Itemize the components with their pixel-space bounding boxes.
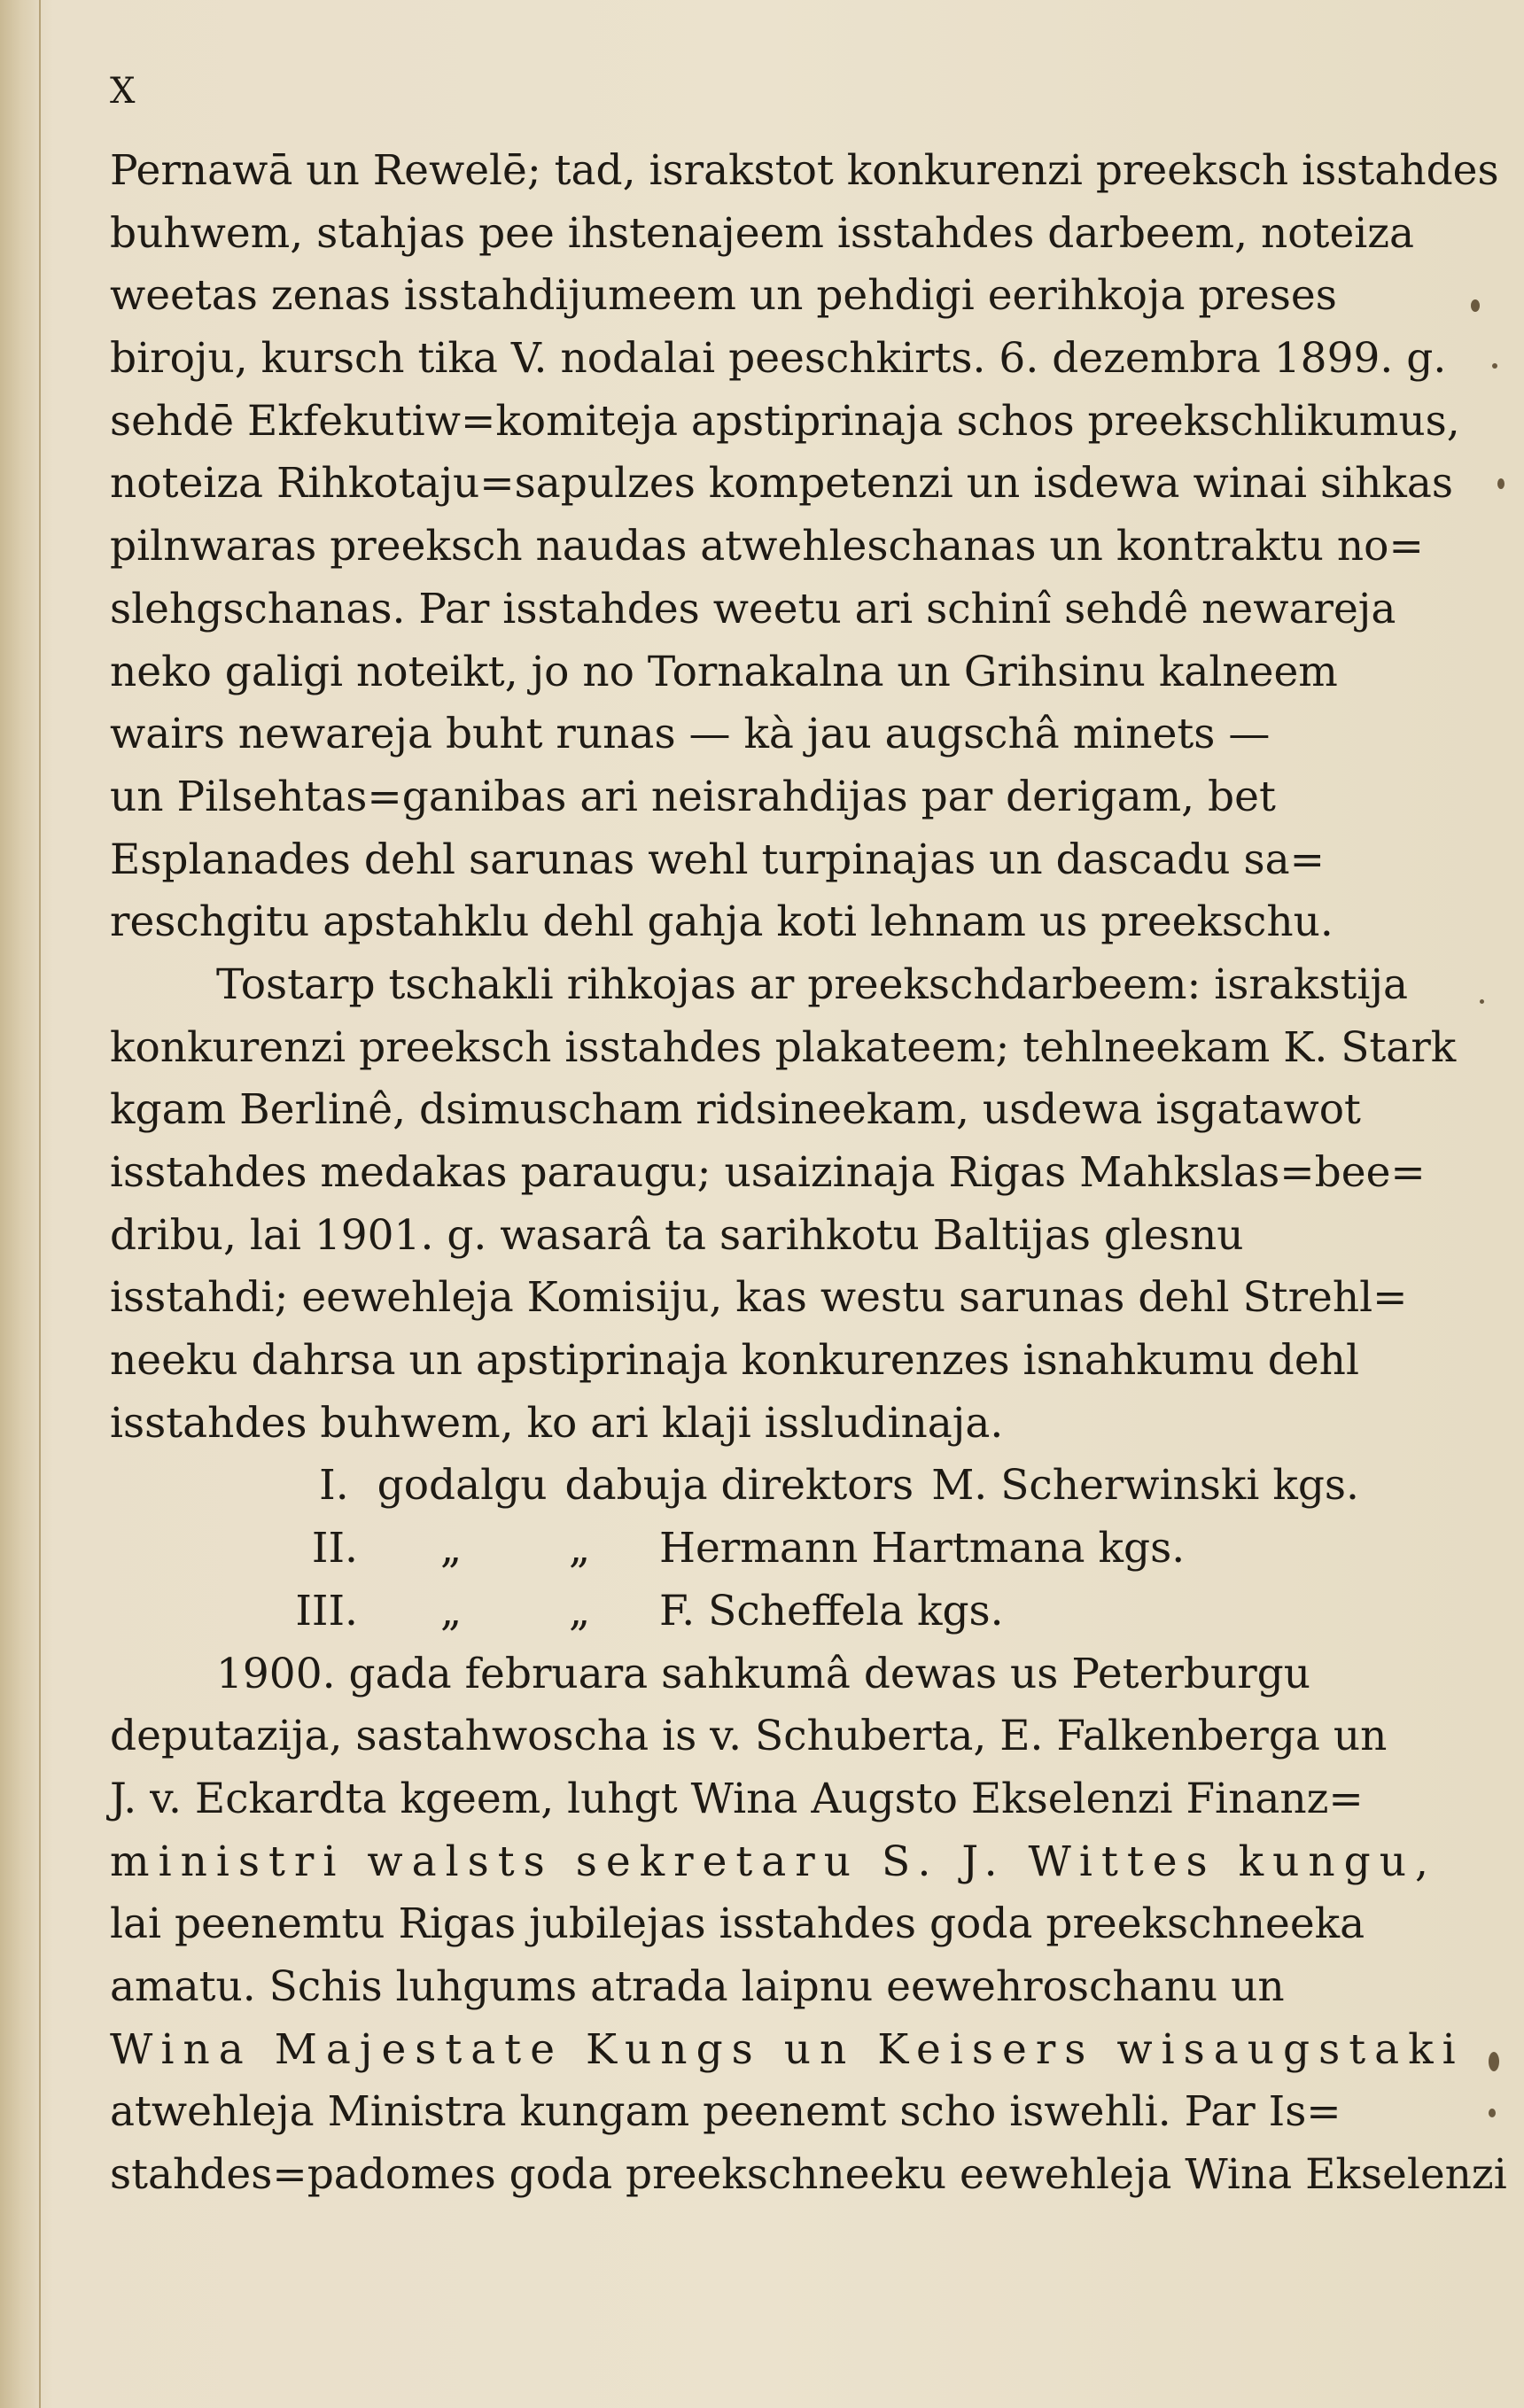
paper-speck xyxy=(1489,2109,1496,2117)
text-line: lai peenemtu Rigas jubilejas isstahdes goda preekschneeka xyxy=(110,1899,1365,1949)
prize-winner: Hermann Hartmana kgs. xyxy=(659,1524,1186,1573)
book-binding-edge xyxy=(0,0,41,2408)
text-line: amatu. Schis luhgums atrada laipnu eewehroschanu un xyxy=(110,1961,1285,2011)
text-line: konkurenzi preeksch isstahdes plakateem; tehlneekam K. Stark xyxy=(110,1022,1457,1072)
paper-speck xyxy=(1471,299,1480,312)
paper-speck xyxy=(1492,363,1497,369)
prize-row xyxy=(110,1518,1359,1581)
prize-label: dabuja direktors xyxy=(564,1461,914,1511)
prize-winner: F. Scheffela kgs. xyxy=(659,1586,1004,1635)
text-line: buhwem, stahjas pee ihstenajeem isstahdes darbeem, noteiza xyxy=(110,208,1415,258)
text-line: sehdē Ekfekutiw=komiteja apstiprinaja schos preekschlikumus, xyxy=(110,396,1460,446)
paper-speck xyxy=(1489,2052,1499,2071)
text-line: neeku dahrsa un apstiprinaja konkurenzes isnahkumu dehl xyxy=(110,1336,1359,1386)
prize-place: II. xyxy=(311,1524,358,1573)
prize-place: I. xyxy=(319,1461,349,1511)
prize-winner: M. Scherwinski kgs. xyxy=(931,1461,1359,1511)
page-number: X xyxy=(110,71,137,112)
text-line: dribu, lai 1901. g. wasarâ ta sarihkotu Baltijas glesnu xyxy=(110,1210,1244,1260)
ditto-mark: „ xyxy=(439,1524,463,1573)
text-line: Wina Majestate Kungs un Keisers wisaugstaki xyxy=(110,2024,1465,2074)
text-line: noteiza Rihkotaju=sapulzes kompetenzi un isdewa winai sihkas xyxy=(110,459,1454,509)
text-line: weetas zenas isstahdijumeem un pehdigi eerihkoja preses xyxy=(110,271,1337,321)
ditto-mark: „ xyxy=(568,1586,591,1635)
text-line: un Pilsehtas=ganibas ari neisrahdijas par derigam, bet xyxy=(110,772,1276,821)
text-line: isstahdi; eewehleja Komisiju, kas westu sarunas dehl Strehl= xyxy=(110,1273,1408,1323)
text-line: pilnwaras preeksch naudas atwehleschanas un kontraktu no= xyxy=(110,522,1424,571)
ditto-mark: „ xyxy=(568,1524,591,1573)
prize-row xyxy=(110,1581,1359,1643)
text-line: kgam Berlinê, dsimuscham ridsineekam, usdewa isgatawot xyxy=(110,1085,1361,1135)
text-line: J. v. Eckardta kgeem, luhgt Wina Augsto Ekselenzi Finanz= xyxy=(110,1774,1364,1823)
ditto-mark: „ xyxy=(439,1586,463,1635)
text-line: neko galigi noteikt, jo no Tornakalna un Grihsinu kalneem xyxy=(110,647,1338,696)
text-line: wairs newareja buht runas — kà jau augschâ minets — xyxy=(110,710,1271,759)
paper-speck xyxy=(1480,999,1484,1004)
text-line: Pernawā un Rewelē; tad, israkstot konkurenzi preeksch isstahdes xyxy=(110,146,1499,195)
text-line: 1900. gada februara sahkumâ dewas us Peterburgu xyxy=(216,1649,1311,1698)
text-line: Tostarp tschakli rihkojas ar preekschdarbeem: israkstija xyxy=(216,959,1409,1009)
text-line: Esplanades dehl sarunas wehl turpinajas un dascadu sa= xyxy=(110,835,1326,884)
text-line: slehgschanas. Par isstahdes weetu ari schinî sehdê newareja xyxy=(110,584,1396,633)
prize-place: III. xyxy=(295,1586,358,1635)
text-line: ministri walsts sekretaru S. J. Wittes kungu, xyxy=(110,1837,1437,1886)
text-line: biroju, kursch tika V. nodalai peeschkirts. 6. dezembra 1899. g. xyxy=(110,334,1447,384)
prize-label: godalgu xyxy=(377,1461,548,1511)
text-line: isstahdes buhwem, ko ari klaji issludinaja. xyxy=(110,1398,1004,1448)
body-text xyxy=(110,140,1507,2207)
text-line: deputazija, sastahwoscha is v. Schuberta, E. Falkenberga un xyxy=(110,1712,1388,1761)
text-line: stahdes=padomes goda preekschneeku eewehleja Wina Ekselenzi xyxy=(110,2150,1507,2199)
text-line: atwehleja Ministra kungam peenemt scho iswehli. Par Is= xyxy=(110,2087,1341,2137)
paper-speck xyxy=(1497,478,1505,489)
text-line: isstahdes medakas paraugu; usaizinaja Rigas Mahkslas=bee= xyxy=(110,1148,1426,1197)
text-line: reschgitu apstahklu dehl gahja koti lehnam us preekschu. xyxy=(110,897,1334,947)
prize-row xyxy=(110,1455,1359,1518)
